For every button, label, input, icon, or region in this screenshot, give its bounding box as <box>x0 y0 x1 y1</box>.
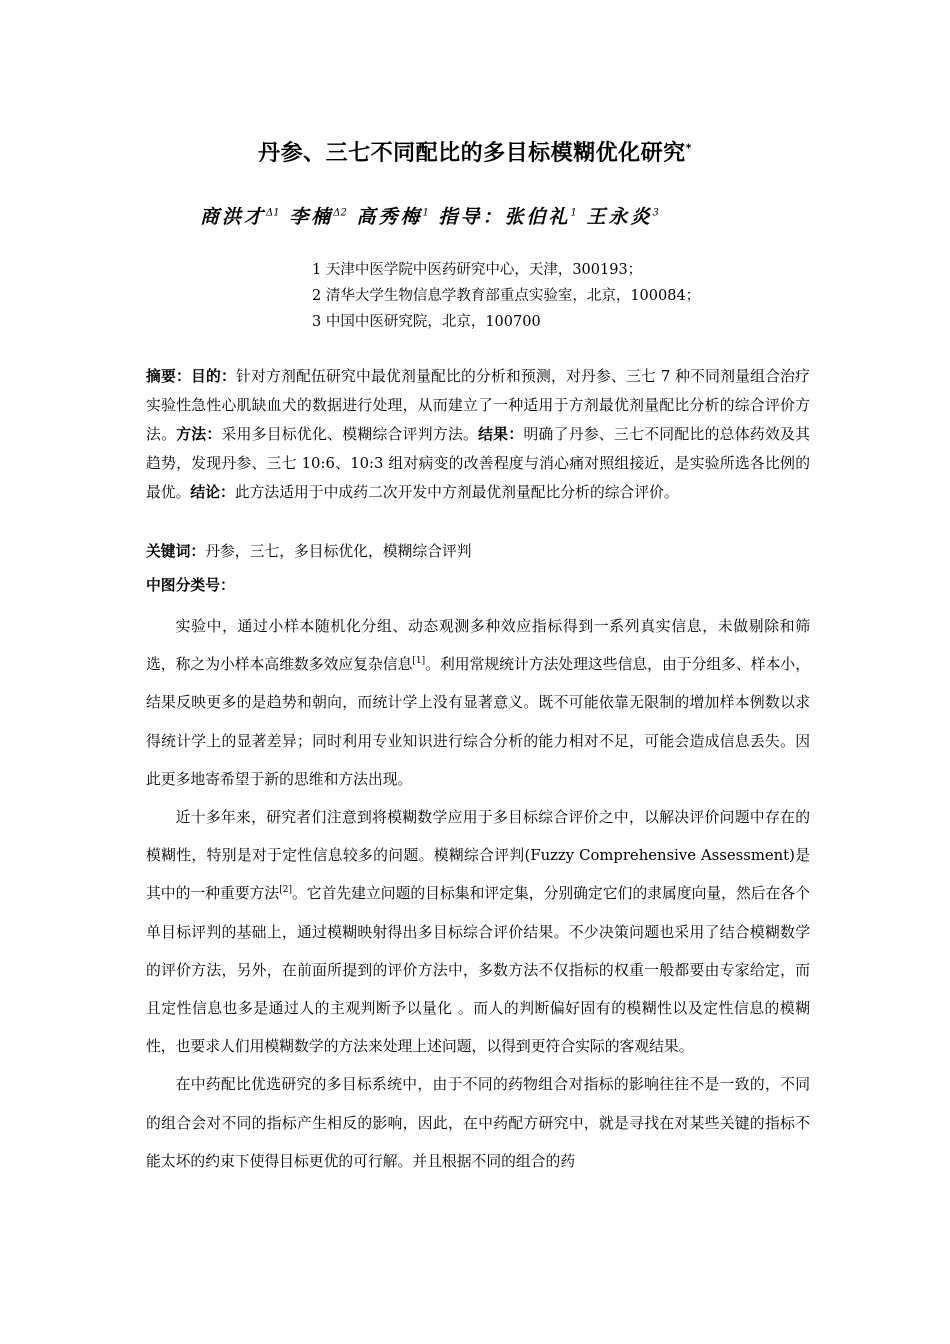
paragraph-text: 在中药配比优选研究的多目标系统中，由于不同的药物组合对指标的影响往往不是一致的，不同的组合会对不同的指标产生相反的影响，因此，在中药配方研究中，就是寻找在对某些关键的指标不能太坏的约束下使得目标更优的可行解。并且根据不同的组合的药 <box>146 1076 810 1170</box>
citation-ref: [1] <box>412 656 426 667</box>
keywords-label: 关键词： <box>146 543 206 560</box>
title-footnote-mark: * <box>685 141 692 155</box>
conclusion-text: 此方法适用于中成药二次开发中方剂最优剂量配比分析的综合评价。 <box>234 484 679 501</box>
paragraph <box>146 799 810 1066</box>
result-text: 明确了丹参、三七不同配比的总体药效及其趋势，发现丹参、三七 10:6、10:3 组对病变的改善程度与消心痛对照组接近，是实验所选各比例的最优。 <box>146 426 810 501</box>
paper-title <box>0 136 950 167</box>
body-text <box>146 608 810 1181</box>
abstract-label: 摘要： <box>146 368 191 385</box>
paragraph <box>146 1066 810 1181</box>
keywords-value: 丹参，三七，多目标优化，模糊综合评判 <box>205 543 472 560</box>
paragraph-text: 。利用常规统计方法处理这些信息，由于分组多、样本小，结果反映更多的是趋势和朝向，而统计学上没有显著意义。既不可能依靠无限制的增加样本例数以求得统计学上的显著差异；同时利用专业知识进行综合分析的能力相对不足，可能会造成信息丢失。因此更多地寄希望于新的思维和方法出现。 <box>146 656 810 788</box>
method-label: 方法： <box>176 426 222 443</box>
author-mark: Δ1 <box>266 207 280 219</box>
conclusion-label: 结论： <box>190 484 235 501</box>
title-text: 丹参、三七不同配比的多目标模糊优化研究 <box>258 141 686 166</box>
abstract <box>146 362 810 507</box>
affiliation-1: 1 天津中医学院中医药研究中心，天津，300193； <box>312 262 643 278</box>
author-name: 王永炎 <box>586 206 653 228</box>
result-label: 结果： <box>478 426 524 443</box>
objective-text: 针对方剂配伍研究中最优剂量配比的分析和预测，对丹参、三七 7 种不同剂量组合治疗实验性急性心肌缺血犬的数据进行处理，从而建立了一种适用于方剂最优剂量配比分析的综合评价方法。 <box>146 368 810 443</box>
paragraph-text: 。它首先建立问题的目标集和评定集，分别确定它们的隶属度向量，然后在各个单目标评判的基础上，通过模糊映射得出多目标综合评价结果。不少决策问题也采用了结合模糊数学的评价方法，另外，在前面所提到的评价方法中，多数方法不仅指标的权重一般都要由专家给定，而且定性信息也多是通过人的主观判断予以量化 。而人的判断偏好固有的模糊性以及定性信息的模糊性，也要求人们用模糊数学的方法来处理上述问题，以得到更符合实际的客观结果。 <box>146 885 810 1056</box>
paragraph <box>146 608 810 799</box>
clc-label: 中图分类号： <box>146 577 235 594</box>
author-name: 李楠 <box>289 206 334 228</box>
keywords <box>146 540 472 561</box>
affiliation-3: 3 中国中医研究院，北京，100700 <box>312 314 541 330</box>
author-name: 商洪才 <box>200 206 267 228</box>
author-mark: Δ2 <box>333 207 347 219</box>
objective-label: 目的： <box>191 368 236 385</box>
author-list <box>200 202 659 229</box>
method-text: 采用多目标优化、模糊综合评判方法。 <box>221 426 479 443</box>
citation-ref: [2] <box>279 885 292 896</box>
author-mark: 1 <box>570 207 577 219</box>
author-name: 指导：张伯礼 <box>438 206 571 228</box>
affiliation-2: 2 清华大学生物信息学教育部重点实验室，北京，100084； <box>312 288 701 304</box>
author-mark: 3 <box>652 207 659 219</box>
author-name: 高秀梅 <box>356 206 423 228</box>
author-mark: 1 <box>422 207 429 219</box>
paragraph-text: 近十多年来，研究者们注意到将模糊数学应用于多目标综合评价之中，以解决评价问题中存在的模糊性，特别是对于定性信息较多的问题。模糊综合评判(Fuzzy Comprehensive Assessment)是其中的一种重要方法 <box>146 809 810 903</box>
paragraph-text: 实验中，通过小样本随机化分组、动态观测多种效应指标得到一系列真实信息，未做剔除和筛选，称之为小样本高维数多效应复杂信息 <box>146 618 810 674</box>
clc-number <box>146 574 235 595</box>
